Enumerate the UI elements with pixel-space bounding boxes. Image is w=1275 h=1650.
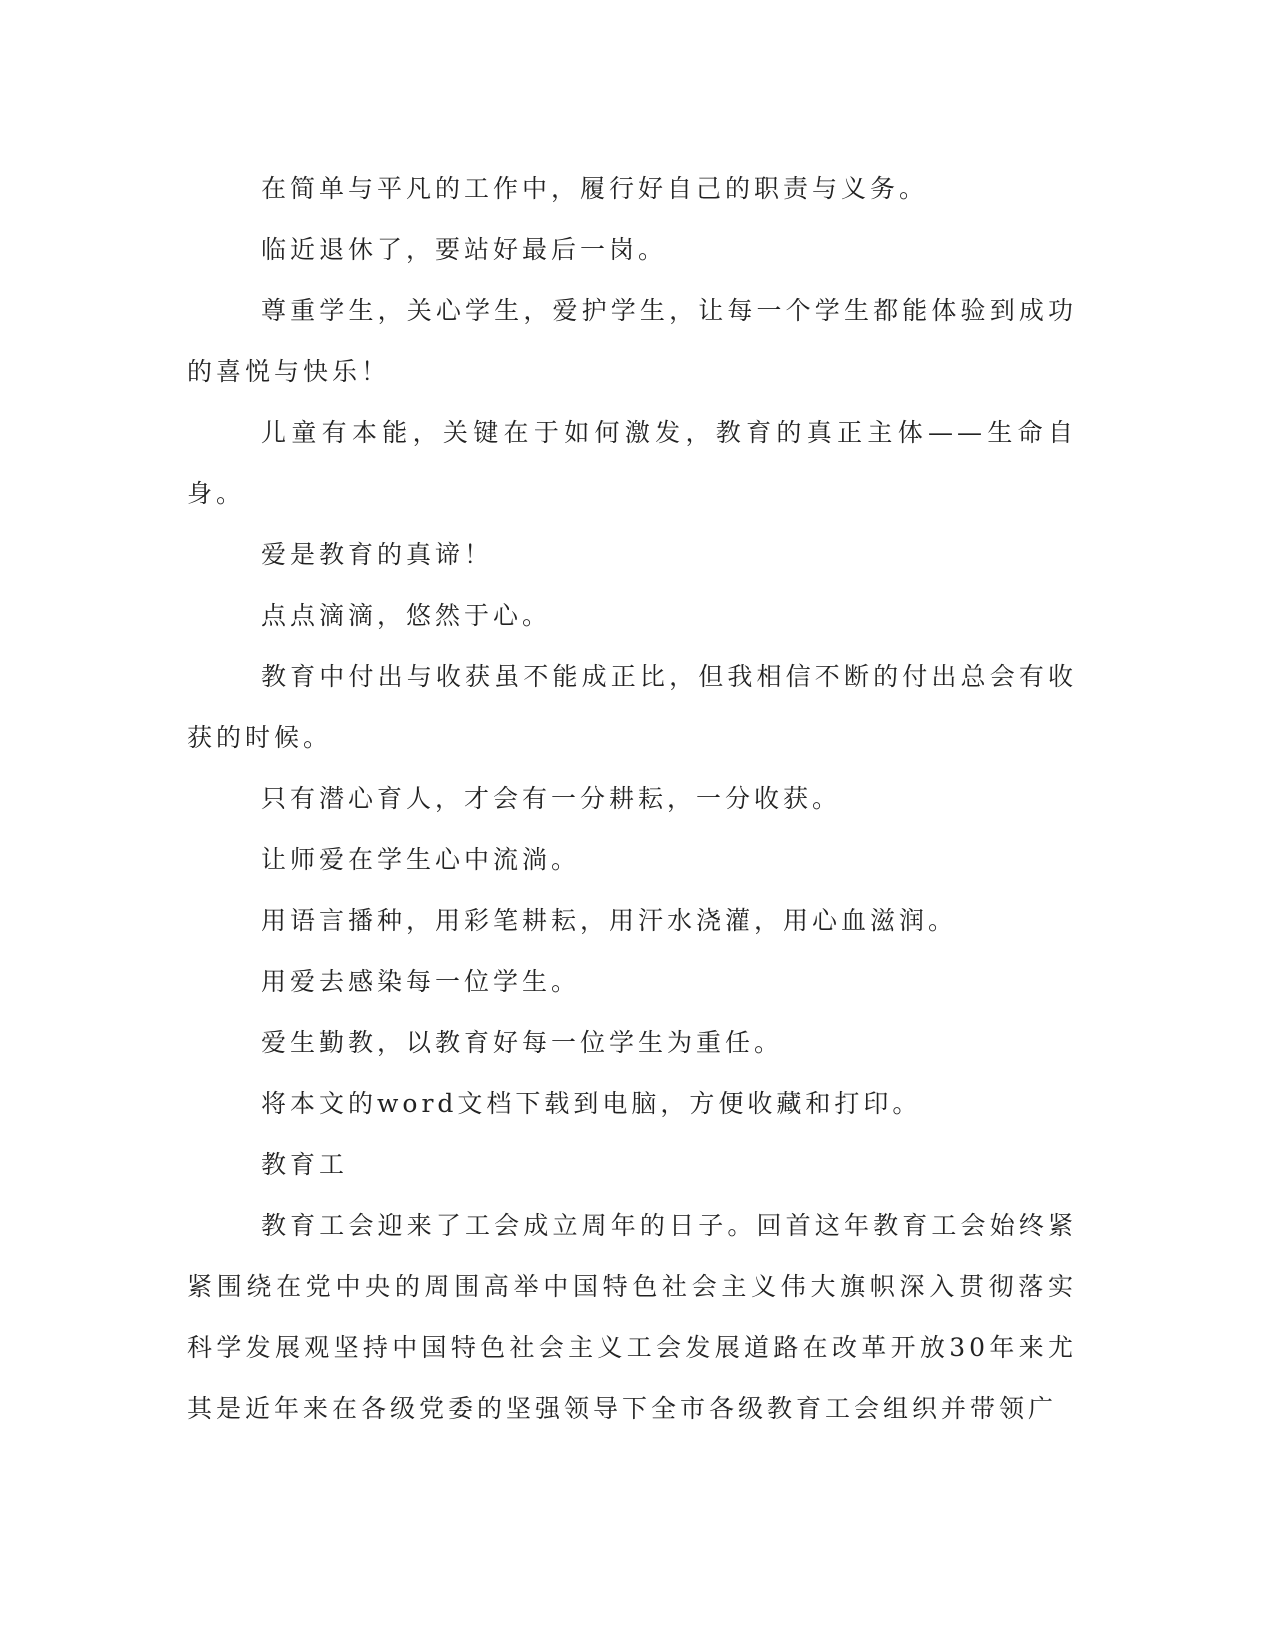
paragraph: 用爱去感染每一位学生。: [261, 967, 581, 996]
paragraph: 只有潜心育人，才会有一分耕耘，一分收获。: [261, 784, 842, 813]
paragraph: 教育中付出与收获虽不能成正比，但我相信不断的付出总会有收获的时候。: [187, 662, 1077, 752]
paragraph: 爱是教育的真谛！: [261, 540, 494, 569]
paragraph: 用语言播种，用彩笔耕耘，用汗水浇灌，用心血滋润。: [261, 906, 958, 935]
paragraph: 教育工会迎来了工会成立周年的日子。回首这年教育工会始终紧紧围绕在党中央的周围高举中国特色社会主义伟大旗帜深入贯彻落实科学发展观坚持中国特色社会主义工会发展道路在改革开放30年来尤其是近年来在各级党委的坚强领导下全市各级教育工会组织并带领广: [187, 1211, 1077, 1423]
paragraph: 爱生勤教，以教育好每一位学生为重任。: [261, 1028, 784, 1057]
paragraph: 教育工: [261, 1150, 349, 1179]
paragraph: 在简单与平凡的工作中，履行好自己的职责与义务。: [261, 174, 929, 203]
document-body: [187, 158, 1077, 1439]
paragraph: 尊重学生，关心学生，爱护学生，让每一个学生都能体验到成功的喜悦与快乐！: [187, 296, 1077, 386]
paragraph: 点点滴滴，悠然于心。: [261, 601, 552, 630]
paragraph: 儿童有本能，关键在于如何激发，教育的真正主体——生命自身。: [187, 418, 1077, 508]
paragraph: 将本文的word文档下载到电脑，方便收藏和打印。: [261, 1089, 922, 1118]
paragraph: 让师爱在学生心中流淌。: [261, 845, 581, 874]
paragraph: 临近退休了，要站好最后一岗。: [261, 235, 668, 264]
